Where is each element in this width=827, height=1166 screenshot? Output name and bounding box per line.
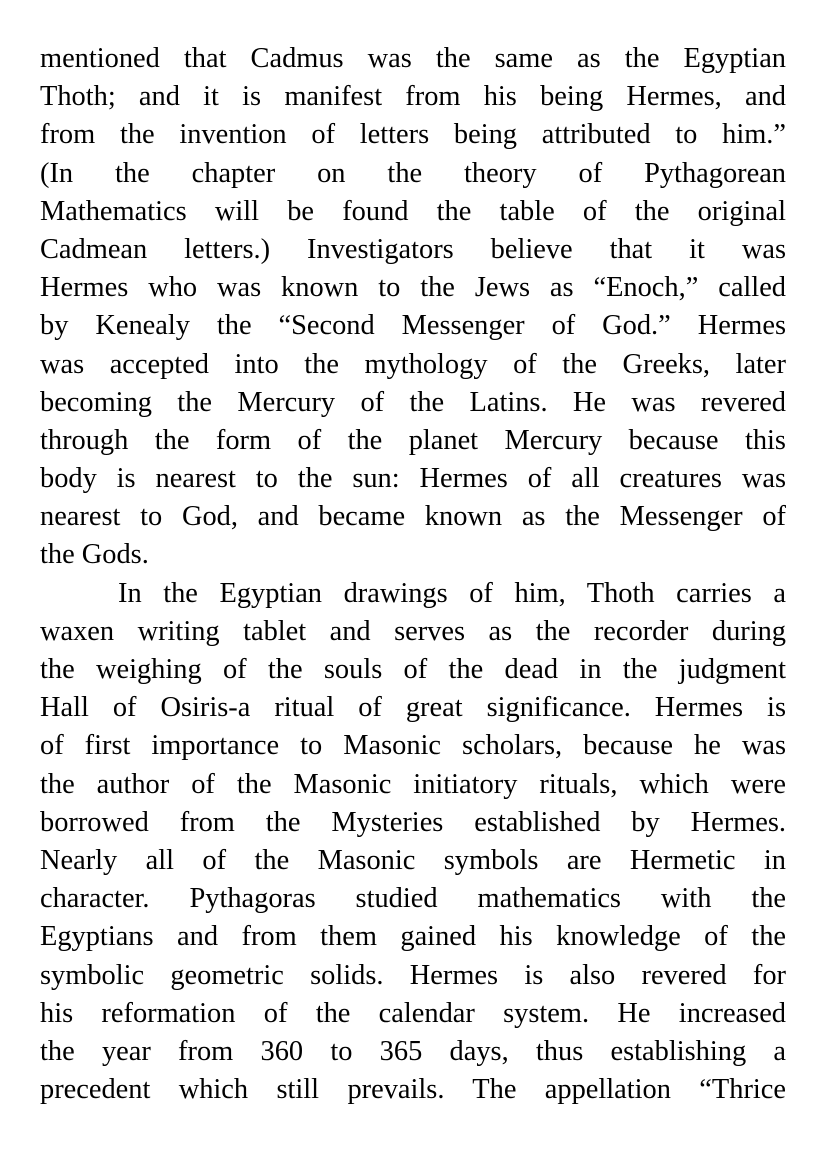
- text-line: Cadmean letters.) Investigators believe that it was: [40, 233, 786, 265]
- text-line: from the invention of letters being attributed to him.”: [40, 119, 786, 151]
- text-line: through the form of the planet Mercury because this: [40, 424, 786, 456]
- text-line: nearest to God, and became known as the Messenger of: [40, 501, 786, 533]
- text-line: borrowed from the Mysteries established by Hermes.: [40, 806, 786, 838]
- text-line: precedent which still prevails. The appellation “Thrice: [40, 1074, 786, 1106]
- text-line: In the Egyptian drawings of him, Thoth carries a: [118, 577, 786, 609]
- text-line: Mathematics will be found the table of the original: [40, 195, 786, 227]
- text-line: of first importance to Masonic scholars, because he was: [40, 730, 786, 762]
- paragraph-thoth-drawings: [40, 575, 786, 1110]
- text-line: becoming the Mercury of the Latins. He was revered: [40, 386, 786, 418]
- text-line: his reformation of the calendar system. He increased: [40, 997, 786, 1029]
- text-line: Hall of Osiris-a ritual of great significance. Hermes is: [40, 692, 786, 724]
- text-line: Nearly all of the Masonic symbols are Hermetic in: [40, 844, 786, 876]
- text-line: was accepted into the mythology of the Greeks, later: [40, 348, 786, 380]
- text-line: Egyptians and from them gained his knowledge of the: [40, 921, 786, 953]
- text-line: the year from 360 to 365 days, thus establishing a: [40, 1035, 786, 1067]
- paragraph-hermes-cadmus: [40, 40, 786, 575]
- text-line: the author of the Masonic initiatory rituals, which were: [40, 768, 786, 800]
- text-line: Thoth; and it is manifest from his being Hermes, and: [40, 81, 786, 113]
- text-line: body is nearest to the sun: Hermes of all creatures was: [40, 463, 786, 495]
- text-line: symbolic geometric solids. Hermes is also revered for: [40, 959, 786, 991]
- text-line: by Kenealy the “Second Messenger of God.” Hermes: [40, 310, 786, 342]
- text-line: waxen writing tablet and serves as the recorder during: [40, 615, 786, 647]
- text-line: character. Pythagoras studied mathematics with the: [40, 883, 786, 915]
- text-line: the weighing of the souls of the dead in the judgment: [40, 654, 786, 685]
- text-line: Hermes who was known to the Jews as “Enoch,” called: [40, 272, 786, 304]
- text-line: mentioned that Cadmus was the same as the Egyptian: [40, 43, 786, 74]
- text-line: (In the chapter on the theory of Pythagorean: [40, 157, 786, 189]
- text-line: the Gods.: [40, 539, 149, 571]
- document-page: [40, 40, 786, 1109]
